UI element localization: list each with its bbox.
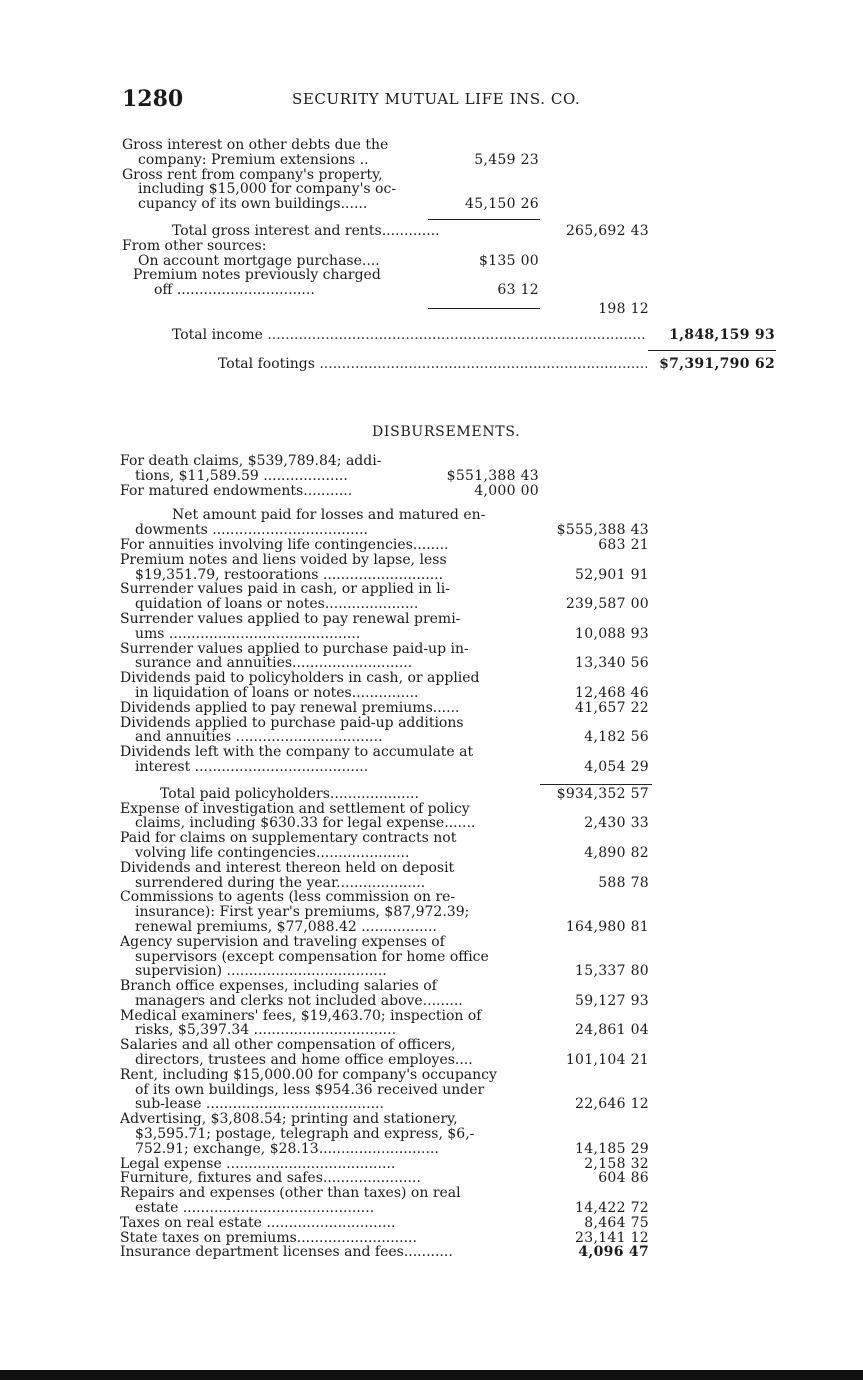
entry-line: Dividends left with the company to accumulate at [120,745,474,760]
income-totals [0,328,863,372]
entry-line: Total gross interest and rents............. [172,223,440,239]
entry-line: Surrender values paid in cash, or applied in li- [120,582,450,598]
income-entry [0,239,863,254]
entry-amount: $934,352 57 [556,785,649,802]
income-entry [0,254,863,269]
entry-line: Gross rent from company's property, [122,167,383,183]
entry-line: Branch office expenses, including salaries of [120,979,437,994]
entry-amount: 265,692 43 [565,222,649,239]
entry-line: $19,351.79, restoorations ........................... [135,567,444,583]
entry-amount: 2,158 32 [584,1155,649,1172]
entry-amount: 683 21 [598,536,649,553]
disbursement-entry [0,1245,863,1260]
subtotal-rule [540,784,652,785]
disbursement-entry [0,671,863,701]
entry-amount: 13,340 56 [575,655,649,672]
entry-line: risks, $5,397.34 ................................ [135,1023,397,1039]
entry-line: renewal premiums, $77,088.42 ................. [135,919,437,935]
disbursement-entry [0,484,863,499]
entry-amount: 10,088 93 [575,625,649,642]
entry-line: in liquidation of loans or notes............... [135,685,419,701]
page-bottom-edge [0,1370,863,1380]
entry-line: $3,595.71; postage, telegraph and express, $6,- [135,1127,475,1142]
disbursement-entry [0,1009,863,1039]
page-number: 1280 [122,86,184,112]
disbursement-entry [0,1171,863,1186]
entry-amount: 588 78 [598,874,649,891]
entry-amount: 59,127 93 [575,992,649,1009]
disbursement-entry [0,1186,863,1216]
entry-line: supervisors (except compensation for home office [135,949,489,965]
total-income-label: Total income ..... [172,328,647,343]
disbursement-entry [0,642,863,672]
entry-line: Furniture, fixtures and safes...................... [120,1171,421,1187]
total-income-amount: 1,848,159 93 [669,327,775,343]
entry-amount: 101,104 21 [565,1052,649,1069]
disbursement-entry [0,701,863,716]
entry-line: On account mortgage purchase.... [138,253,380,269]
disbursement-entry [0,582,863,612]
income-continued-section [0,138,863,317]
subtotal-rule [428,219,540,220]
disbursement-entry [0,890,863,934]
entry-line: 752.91; exchange, $28.13........................... [135,1141,439,1157]
entry-line: cupancy of its own buildings...... [138,197,368,212]
entry-line: supervision) .................................... [135,964,387,980]
entry-line: Legal expense ...................................... [120,1156,396,1172]
disbursement-entry [0,979,863,1009]
disbursement-entry [0,538,863,553]
entry-amount: 4,000 00 [474,482,539,499]
entry-amount: 24,861 04 [575,1022,649,1039]
entry-line: Insurance department licenses and fees........... [120,1245,453,1261]
entry-line: Dividends and interest thereon held on deposit [120,860,455,876]
income-entry [0,302,863,317]
entry-line: insurance): First year's premiums, $87,972.39; [135,905,470,920]
entry-amount: 239,587 00 [565,596,649,613]
entry-amount: 63 12 [497,282,539,299]
entry-amount: $135 00 [479,252,539,269]
disbursement-entry [0,1038,863,1068]
disbursement-entry [0,1112,863,1156]
running-title: SECURITY MUTUAL LIFE INS. CO. [292,90,581,108]
entry-amount: 4,890 82 [584,844,649,861]
entry-line: surance and annuities........................... [135,656,413,672]
disbursements-section [0,454,863,1260]
entry-line: Expense of investigation and settlement of policy [120,801,470,817]
disbursement-entry [0,553,863,583]
entry-amount: 5,459 23 [474,151,539,168]
disbursement-entry [0,935,863,979]
entry-line: Surrender values applied to pay renewal premi- [120,611,461,627]
entry-line: Gross interest on other debts due the [122,138,389,153]
entry-amount: 164,980 81 [565,918,649,935]
entry-amount: 45,150 26 [465,196,539,213]
entry-line: Net amount paid for losses and matured en- [172,508,486,524]
total-footings-label: Total footings ..... [218,357,647,372]
disbursement-entry [0,1157,863,1172]
entry-amount: 41,657 22 [575,699,649,716]
entry-amount: 14,185 29 [575,1140,649,1157]
entry-line: surrendered during the year.................... [135,875,426,891]
disbursement-entry [0,612,863,642]
entry-amount: 4,054 29 [584,758,649,775]
entry-amount: 4,096 47 [578,1244,649,1261]
entry-line: For matured endowments........... [120,483,353,499]
entry-line: Commissions to agents (less commission on re- [120,890,456,906]
entry-amount: 15,337 80 [575,963,649,980]
entry-line: Rent, including $15,000.00 for company's occupancy [120,1067,497,1083]
entry-line: off ............................... [154,283,315,298]
entry-amount: 12,468 46 [575,684,649,701]
entry-amount: 22,646 12 [575,1096,649,1113]
disbursements-heading: DISBURSEMENTS. [372,424,521,440]
income-entry [0,138,863,168]
entry-amount: 198 12 [598,300,649,317]
entry-amount: 604 86 [598,1170,649,1187]
entry-line: including $15,000 for company's oc- [138,182,397,198]
entry-amount: 52,901 91 [575,566,649,583]
entry-line: Agency supervision and traveling expenses of [120,934,445,950]
entry-line: estate ........................................... [135,1201,375,1216]
disbursement-entry [0,831,863,861]
entry-line: From other sources: [122,238,267,254]
entry-amount: 8,464 75 [584,1214,649,1231]
disbursement-entry [0,861,863,891]
disbursement-entry [0,802,863,832]
entry-line: Dividends paid to policyholders in cash, or applied [120,671,480,686]
disbursement-entry [0,716,863,746]
entry-line: sub-lease ........................................ [135,1097,384,1113]
entry-line: Dividends applied to pay renewal premiums...... [120,700,460,716]
income-entry [0,168,863,212]
total-rule [648,350,776,351]
total-footings-amount: $7,391,790 62 [659,355,775,372]
entry-line: volving life contingencies..................... [135,845,410,861]
entry-line: company: Premium extensions .. [138,152,369,168]
disbursement-entry [0,454,863,484]
entry-amount: 4,182 56 [584,729,649,746]
entry-line: managers and clerks not included above......... [135,993,463,1009]
disbursement-entry [0,1068,863,1112]
entry-line: interest ....................................... [135,759,369,775]
entry-line: For death claims, $539,789.84; addi- [120,454,382,469]
entry-line: claims, including $630.33 for legal expense....... [135,816,476,832]
total-income-row [0,328,863,343]
entry-line: ums ........................................... [135,626,361,642]
entry-line: quidation of loans or notes..................... [135,597,419,612]
entry-amount: 14,422 72 [575,1200,649,1217]
disbursement-entry [0,787,863,802]
entry-amount: $555,388 43 [556,522,649,539]
disbursement-entry [0,745,863,775]
entry-line: For annuities involving life contingencies........ [120,537,449,553]
entry-line: Medical examiners' fees, $19,463.70; inspection of [120,1008,482,1024]
entry-line: Repairs and expenses (other than taxes) on real [120,1186,461,1202]
entry-line: tions, $11,589.59 ................... [135,468,348,484]
total-footings-row [0,357,863,372]
entry-line: dowments ................................... [135,523,368,538]
entry-line: Total paid policyholders.................... [160,786,419,802]
entry-line: and annuities ................................. [135,730,383,746]
entry-amount: 2,430 33 [584,815,649,832]
entry-line: directors, trustees and home office employes.... [135,1053,473,1068]
disbursement-entry [0,1216,863,1231]
entry-line: Salaries and all other compensation of officers, [120,1038,456,1054]
disbursement-entry [0,1231,863,1246]
entry-line: State taxes on premiums........................... [120,1230,417,1246]
entry-line: Surrender values applied to purchase paid-up in- [120,641,469,657]
entry-amount: $551,388 43 [446,467,539,484]
entry-line: Premium notes and liens voided by lapse, less [120,552,447,568]
entry-line: Dividends applied to purchase paid-up additions [120,715,464,731]
entry-line: Advertising, $3,808.54; printing and stationery, [120,1112,458,1128]
income-entry [0,224,863,239]
entry-line: of its own buildings, less $954.36 received under [135,1082,485,1098]
entry-line: Premium notes previously charged [133,268,381,284]
entry-line: Taxes on real estate ............................. [120,1215,396,1231]
entry-line: Paid for claims on supplementary contracts not [120,831,457,846]
disbursement-entry [0,508,863,538]
entry-amount: 23,141 12 [575,1229,649,1246]
income-entry [0,268,863,298]
